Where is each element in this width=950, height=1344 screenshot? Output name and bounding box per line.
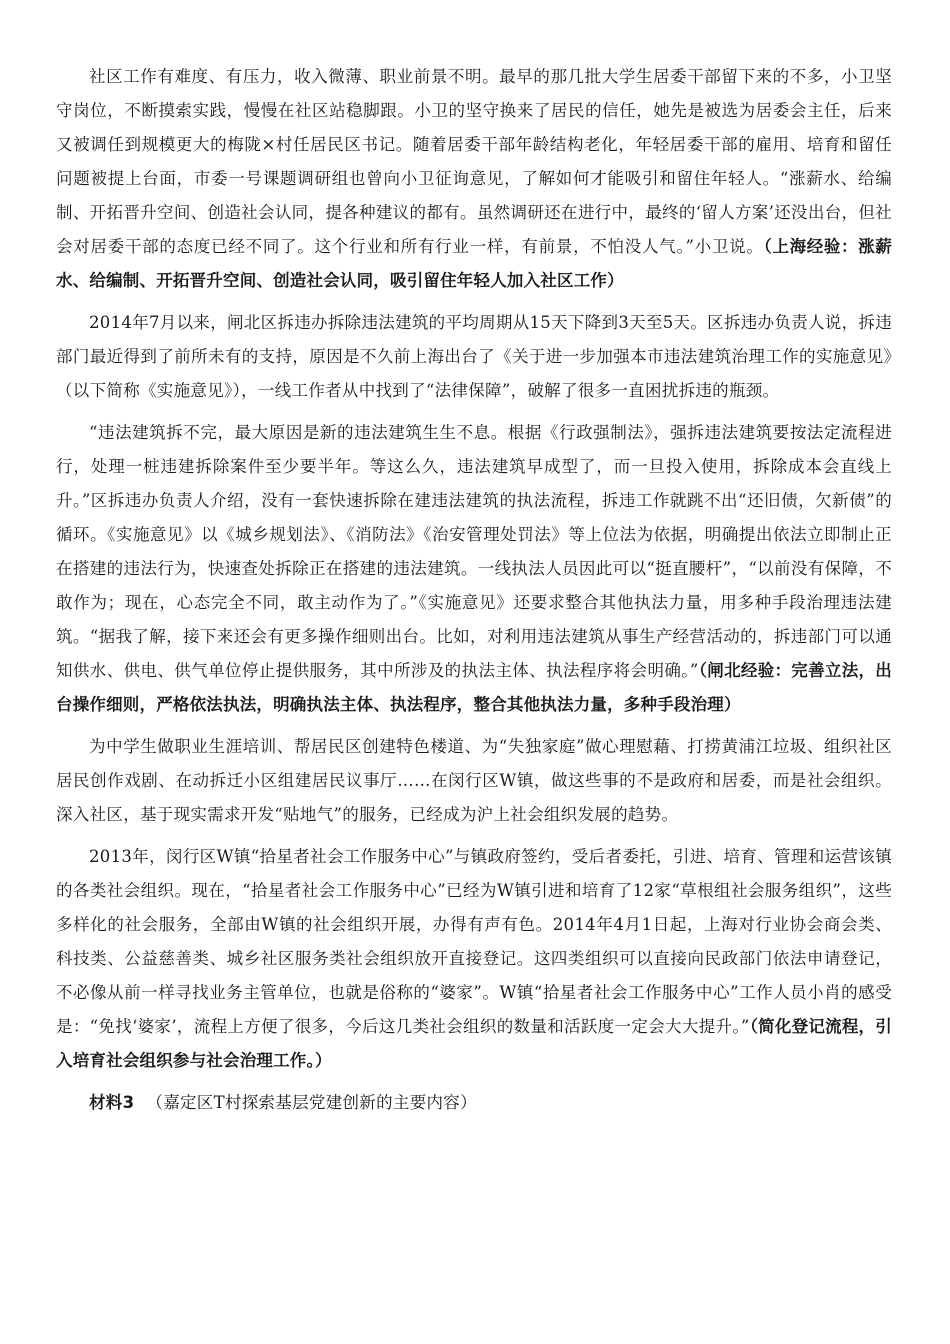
paragraph-text: 为中学生做职业生涯培训、帮居民区创建特色楼道、为“失独家庭”做心理慰藉、打捞黄浦江垃圾、组织社区居民创作戏剧、在动拆迁小区组建居民议事厅……在闵行区W镇，做这些事的不是政府和居委，而是社会组织。深入社区，基于现实需求开发“贴地气”的服务，已经成为沪上社会组织发展的趋势。	[56, 737, 892, 824]
paragraph-text: 社区工作有难度、有压力，收入微薄、职业前景不明。最早的那几批大学生居委干部留下来的不多，小卫坚守岗位，不断摸索实践，慢慢在社区站稳脚跟。小卫的坚守换来了居民的信任，她先是被选为居委会主任，后来又被调任到规模更大的梅陇×村任居民区书记。随着居委干部年龄结构老化，年轻居委干部的雇用、培育和留任问题被提上台面，市委一号课题调研组也曾向小卫征询意见，了解如何才能吸引和留住年轻人。“涨薪水、给编制、开拓晋升空间、创造社会认同，提各种建议的都有。虽然调研还在进行中，最终的‘留人方案’还没出台，但社会对居委干部的态度已经不同了。这个行业和所有行业一样，有前景，不怕没人气。”小卫说。	[56, 67, 892, 256]
document-page	[56, 60, 892, 1120]
paragraph-summary: （简化登记流程，引入培育社会组织参与社会治理工作。）	[56, 1017, 892, 1070]
material-title: （嘉定区T村探索基层党建创新的主要内容）	[146, 1093, 477, 1112]
paragraph-minhang-intro	[56, 730, 892, 832]
paragraph-summary: （闸北经验：完善立法，出台操作细则，严格依法执法，明确执法主体、执法程序，整合其他执法力量，多种手段治理）	[56, 661, 892, 714]
paragraph-shanghai	[56, 60, 892, 298]
paragraph-zhabei	[56, 416, 892, 722]
paragraph-zhabei-intro	[56, 306, 892, 408]
material-heading	[56, 1086, 892, 1120]
paragraph-summary: （上海经验：涨薪水、给编制、开拓晋升空间、创造社会认同，吸引留住年轻人加入社区工作）	[56, 237, 892, 290]
material-label: 材料3	[89, 1093, 135, 1112]
paragraph-text: “违法建筑拆不完，最大原因是新的违法建筑生生不息。根据《行政强制法》，强拆违法建筑要按法定流程进行，处理一桩违建拆除案件至少要半年。等这么久，违法建筑早成型了，而一旦投入使用，拆除成本会直线上升。”区拆违办负责人介绍，没有一套快速拆除在建违法建筑的执法流程，拆违工作就跳不出“还旧债，欠新债”的循环。《实施意见》以《城乡规划法》、《消防法》《治安管理处罚法》等上位法为依据，明确提出依法立即制止正在搭建的违法行为，快速查处拆除正在搭建的违法建筑。一线执法人员因此可以“挺直腰杆”，“以前没有保障，不敢作为；现在，心态完全不同，敢主动作为了。”《实施意见》还要求整合其他执法力量，用多种手段治理违法建筑。“据我了解，接下来还会有更多操作细则出台。比如，对利用违法建筑从事生产经营活动的，拆违部门可以通知供水、供电、供气单位停止提供服务，其中所涉及的执法主体、执法程序将会明确。”	[56, 423, 892, 680]
paragraph-text: 2014年7月以来，闸北区拆违办拆除违法建筑的平均周期从15天下降到3天至5天。区拆违办负责人说，拆违部门最近得到了前所未有的支持，原因是不久前上海出台了《关于进一步加强本市违法建筑治理工作的实施意见》（以下简称《实施意见》），一线工作者从中找到了“法律保障”，破解了很多一直困扰拆违的瓶颈。	[56, 313, 892, 400]
paragraph-text: 2013年，闵行区W镇“拾星者社会工作服务中心”与镇政府签约，受后者委托，引进、培育、管理和运营该镇的各类社会组织。现在，“拾星者社会工作服务中心”已经为W镇引进和培育了12家“草根组社会服务组织”，这些多样化的社会服务，全部由W镇的社会组织开展，办得有声有色。2014年4月1日起，上海对行业协会商会类、科技类、公益慈善类、城乡社区服务类社会组织放开直接登记。这四类组织可以直接向民政部门依法申请登记，不必像从前一样寻找业务主管单位，也就是俗称的“婆家”。W镇“拾星者社会工作服务中心”工作人员小肖的感受是：“免找‘婆家’，流程上方便了很多，今后这几类社会组织的数量和活跃度一定会大大提升。”	[56, 847, 892, 1036]
paragraph-minhang	[56, 840, 892, 1078]
